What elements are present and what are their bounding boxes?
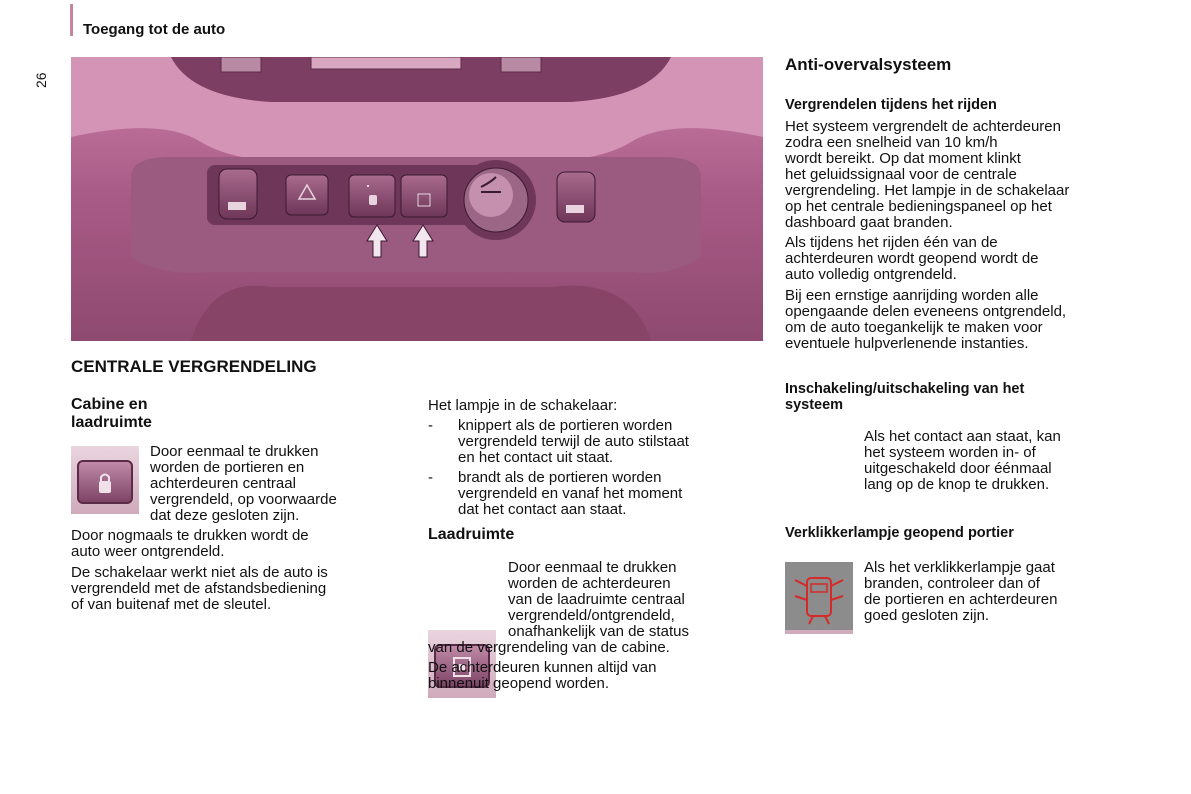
rear-doors-paragraph: De achterdeuren kunnen altijd van binnenuit geopend worden. <box>428 659 657 692</box>
cargo-heading: Laadruimte <box>428 526 515 543</box>
lamp-bullet-blink: - knippert als de portieren worden vergrendeld terwijl de auto stilstaat en het contact uit staat. <box>428 417 689 466</box>
lamp-bullet-steady: - brandt als de portieren worden vergrendeld en vanaf het moment dat het contact aan staat. <box>428 469 683 518</box>
remote-paragraph: De schakelaar werkt niet als de auto is vergrendeld met de afstandsbediening of van buitenaf met de sleutel. <box>71 564 328 613</box>
header-accent-bar <box>70 4 73 36</box>
dashboard-photo <box>71 57 763 341</box>
activation-heading: Inschakeling/uitschakeling van het systeem <box>785 381 1025 413</box>
cargo-intro-tail: van de vergrendeling van de cabine. <box>428 639 670 656</box>
car-doors-open-icon <box>785 562 853 630</box>
cabin-cargo-heading: Cabine en laadruimte <box>71 396 152 431</box>
lamp-intro: Het lampje in de schakelaar: <box>428 397 618 414</box>
door-warning-heading: Verklikkerlampje geopend portier <box>785 525 1014 541</box>
cargo-intro-text: Door eenmaal te drukken worden de achterdeuren van de laadruimte centraal vergrendeld/ontgrendeld, onafhankelijk van de status <box>508 559 689 640</box>
lamp-bullet-list <box>428 418 758 518</box>
door-open-paragraph: Als tijdens het rijden één van de achterdeuren wordt geopend wordt de auto volledig ontgrendeld. <box>785 234 1039 283</box>
indicator-led <box>99 454 113 456</box>
anti-robbery-heading: Anti-overvalsysteem <box>785 55 952 74</box>
door-open-warning-thumbnail <box>785 562 853 630</box>
collision-paragraph: Bij een ernstige aanrijding worden alle opengaande delen eveneens ontgrendeld, om de auto toegankelijk te maken voor eventuele hulpverlenende instanties. <box>785 287 1067 352</box>
driving-lock-paragraph: Het systeem vergrendelt de achterdeuren zodra een snelheid van 10 km/h wordt bereikt. Op dat moment klinkt het geluidssignaal voor de centrale vergrendeling. Het lampje in de schakelaar op het centrale bedieningspaneel op het dashboard gaat branden. <box>785 118 1070 231</box>
cabin-intro-text: Door eenmaal te drukken worden de portieren en achterdeuren centraal vergrendeld, op voorwaarde dat deze gesloten zijn. <box>150 443 337 524</box>
page-number: 26 <box>33 72 49 88</box>
lock-icon <box>77 460 133 504</box>
lock-button-thumbnail <box>71 446 139 514</box>
door-warning-paragraph: Als het verklikkerlampje gaat branden, controleer dan of de portieren en achterdeuren goed gesloten zijn. <box>864 559 1058 624</box>
driving-lock-heading: Vergrendelen tijdens het rijden <box>785 97 997 113</box>
unlock-paragraph: Door nogmaals te drukken wordt de auto weer ontgrendeld. <box>71 527 309 560</box>
activation-paragraph: Als het contact aan staat, kan het systeem worden in- of uitgeschakeld door éénmaal lang op de knop te drukken. <box>864 428 1061 493</box>
section-title: Toegang tot de auto <box>83 21 226 38</box>
central-locking-heading: CENTRALE VERGRENDELING <box>71 357 317 376</box>
